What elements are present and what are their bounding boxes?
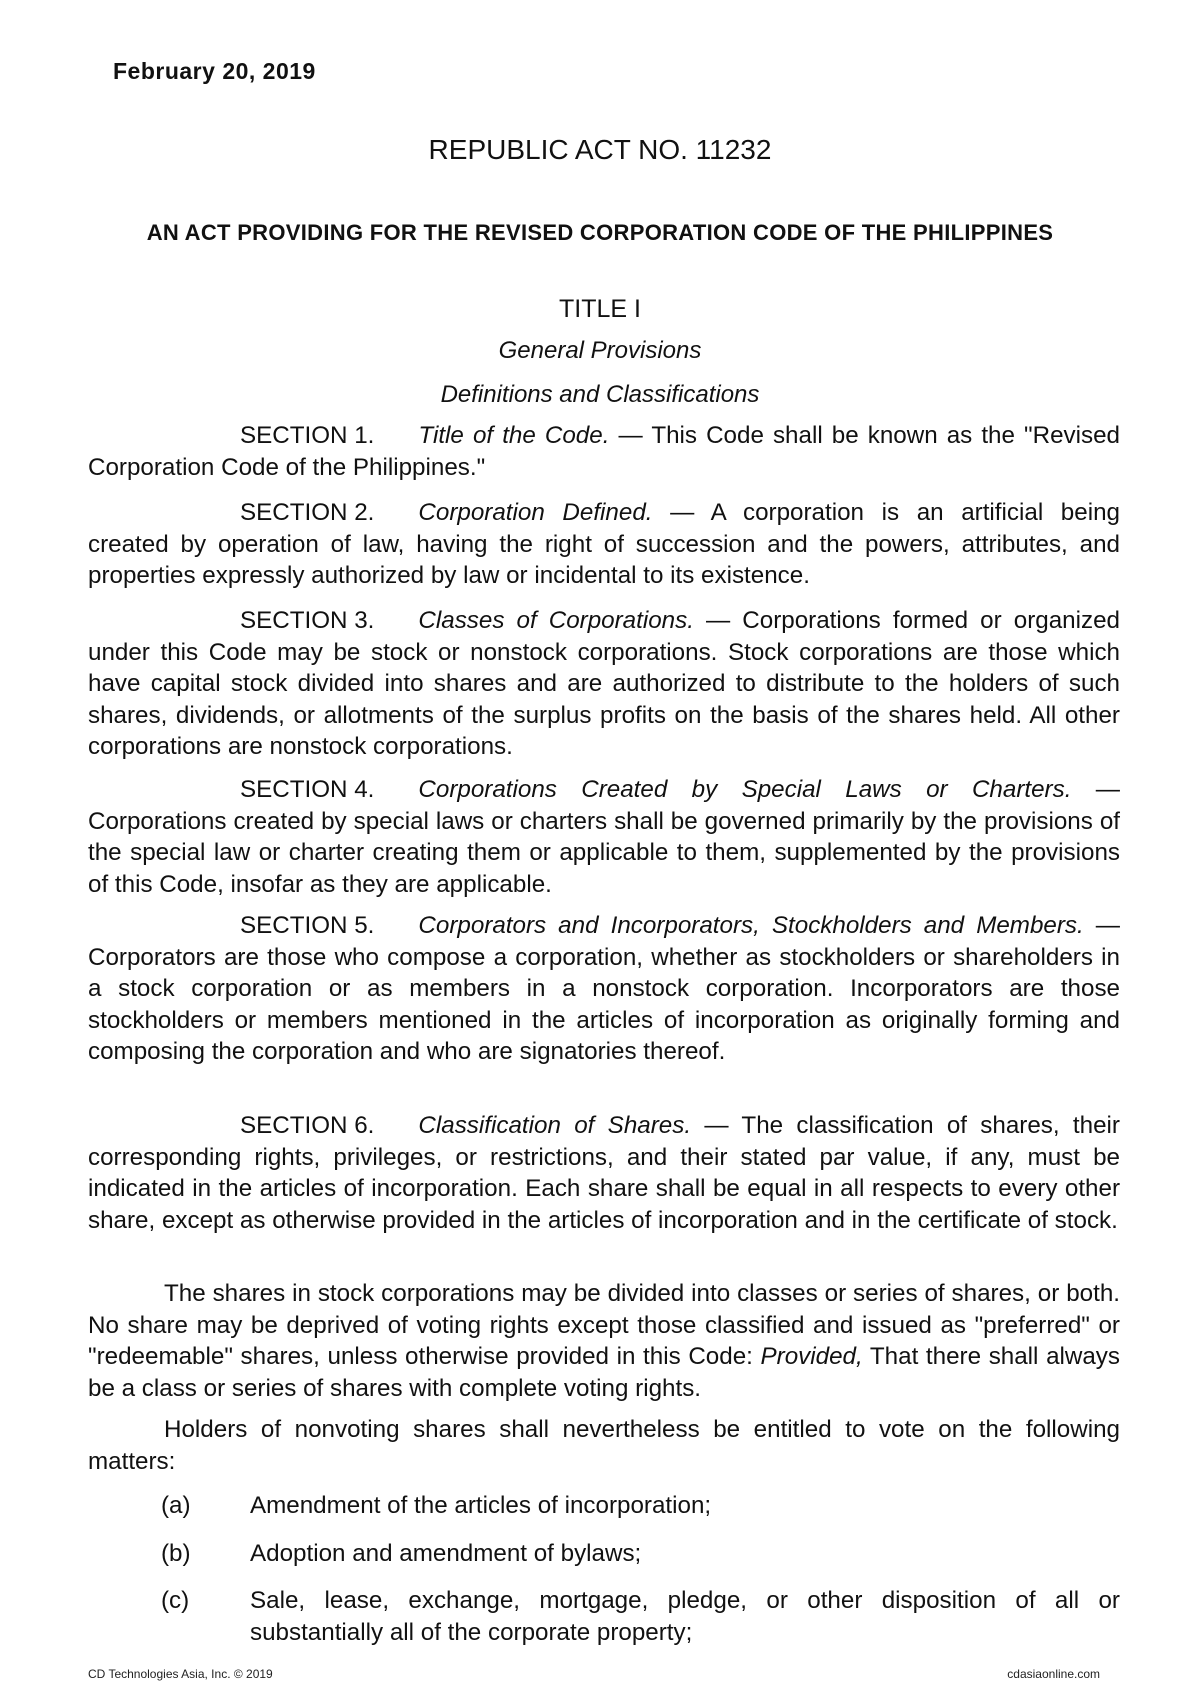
section-name: Corporation Defined. — [418, 499, 653, 526]
section-name: Title of the Code. — [418, 422, 610, 449]
section-text: — Corporators are those who compose a corporation, whether as stockholders or shareholders in a stock corporation or as members in a nonstock corporation. Incorporators are those stockholders or members mentioned in the articles of incorporation as originally forming and composing the corporation and who are signatories thereof. — [88, 912, 1120, 1065]
footer-website: cdasiaonline.com — [1007, 1667, 1100, 1681]
item-text: Sale, lease, exchange, mortgage, pledge, or other disposition of all or substantially all of the corporate property; — [250, 1587, 1120, 1646]
act-number: REPUBLIC ACT NO. 11232 — [428, 134, 772, 165]
section-text: — Corporations created by special laws or charters shall be governed primarily by the provisions of the special law or charter creating them or applicable to them, supplemented by the provisions of this Code, insofar as they are applicable. — [88, 776, 1120, 898]
chapter-subheading: Definitions and Classifications — [440, 381, 760, 408]
section-text: — The classification of shares, their corresponding rights, privileges, or restrictions, and their stated par value, if any, must be indicated in the articles of incorporation. Each share shall be equal in all respects to every other share, except as otherwise provided in the articles of incorporation and in the certificate of stock. — [88, 1112, 1120, 1234]
item-text: Amendment of the articles of incorporation; — [250, 1492, 712, 1519]
section-text: — A corporation is an artificial being created by operation of law, having the right of succession and the powers, attributes, and properties expressly authorized by law or incidental to its existence. — [88, 499, 1120, 589]
section-label: SECTION 4. — [240, 776, 375, 803]
paragraph-shares — [88, 1278, 1120, 1404]
item-label: (c) — [161, 1587, 190, 1614]
item-label: (a) — [161, 1492, 191, 1519]
section-label: SECTION 5. — [240, 912, 375, 939]
paragraph-text: Holders of nonvoting shares shall nevertheless be entitled to vote on the following matters: — [88, 1416, 1120, 1475]
section-label: SECTION 1. — [240, 422, 375, 449]
list-item — [88, 1585, 1120, 1648]
section-label: SECTION 2. — [240, 499, 375, 526]
item-text: Adoption and amendment of bylaws; — [250, 1539, 642, 1567]
list-item — [88, 1538, 1120, 1570]
section-name: Classes of Corporations. — [418, 607, 694, 634]
section-label: SECTION 3. — [240, 607, 375, 634]
section-2 — [88, 497, 1120, 592]
document-date: February 20, 2019 — [113, 58, 316, 84]
list-item — [88, 1490, 1120, 1522]
section-name: Corporations Created by Special Laws or Charters. — [418, 776, 1072, 803]
section-text: — Corporations formed or organized under this Code may be stock or nonstock corporations. Stock corporations are those which have capital stock divided into shares and are authorized to distribute to the holders of such shares, dividends, or allotments of the surplus profits on the basis of the shares held. All other corporations are nonstock corporations. — [88, 607, 1120, 760]
paragraph-text: That there shall always be a class or series of shares with complete voting rights. — [88, 1343, 1120, 1402]
act-title: AN ACT PROVIDING FOR THE REVISED CORPORATION CODE OF THE PHILIPPINES — [146, 220, 1054, 245]
section-4 — [88, 774, 1120, 900]
section-3 — [88, 605, 1120, 763]
section-1 — [88, 420, 1120, 483]
section-6 — [88, 1110, 1120, 1236]
section-name: Corporators and Incorporators, Stockholders and Members. — [418, 912, 1084, 939]
item-label: (b) — [161, 1539, 191, 1567]
section-text: — This Code shall be known as the "Revised Corporation Code of the Philippines." — [88, 422, 1120, 481]
footer-copyright: CD Technologies Asia, Inc. © 2019 — [88, 1667, 273, 1681]
paragraph-nonvoting — [88, 1414, 1120, 1477]
title-subheading: General Provisions — [498, 337, 702, 364]
title-heading: TITLE I — [559, 295, 641, 323]
section-label: SECTION 6. — [240, 1112, 375, 1139]
paragraph-text: The shares in stock corporations may be divided into classes or series of shares, or both. No share may be deprived of voting rights except those classified and issued as "preferred" or "redeemable" shares, unless otherwise provided in this Code: — [88, 1280, 1120, 1370]
section-name: Classification of Shares. — [418, 1112, 692, 1139]
matters-list — [88, 1490, 1120, 1664]
proviso-word: Provided, — [760, 1343, 863, 1370]
section-5 — [88, 910, 1120, 1068]
